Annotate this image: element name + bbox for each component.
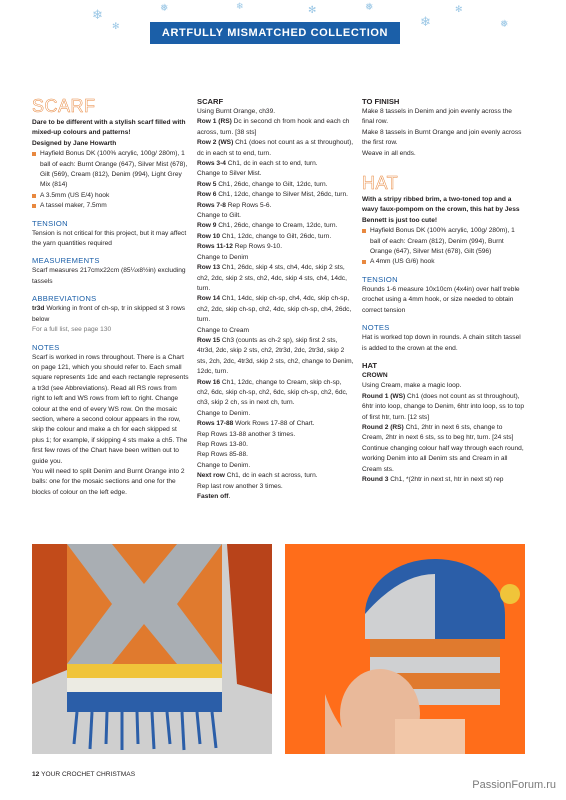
scarf-tension-heading: TENSION [32,218,68,228]
row-text: Ch1, 2htr in next 6 sts, change to Cream, 2htr in next 6 sts, ss to beg htr, turn. [24 sts] [362,423,514,442]
snowflake-icon: ❄ [92,7,103,22]
row-label: Fasten off [197,493,229,501]
row-text: Ch1, 26dc, skip 4 sts, ch4, 4dc, skip 2 sts, ch2, 2dc, skip 2 sts, ch2, 4dc, skip 4 sts, ch4, 14dc, turn. [197,264,347,292]
row-text: Change to Denim. [197,461,251,469]
scarf-notes-p2: You will need to split Denim and Burnt Orange into 2 balls: one for the mosaic sections and one for the blocks of colour on the left edge. [32,467,185,496]
row-label: Rows 7-8 [197,201,226,209]
scarf-tension-text: Tension is not critical for this project, but it may affect the yarn quantities required [32,229,187,248]
pattern-line [197,201,355,211]
hat-tension-heading: TENSION [362,274,398,284]
row-label: Row 6 [197,191,217,199]
scarf-tagline: Dare to be different with a stylish scarf filled with mixed-up colours and patterns! [32,119,186,137]
hat-materials-list [362,226,524,268]
site-watermark: PassionForum.ru [472,779,556,791]
scarf-measurements-text: Scarf measures 217cmx22cm (85¼x8½in) excluding tassels [32,267,186,285]
hat-photo [285,544,525,754]
pattern-line [197,253,355,263]
row-label: Row 2 (WS) [197,139,234,147]
hat-tagline: With a stripy ribbed brim, a two-toned top and a wavy faux-pompom on the crown, this hat by Jess Bennett is just too cute! [362,196,520,224]
row-label: Row 9 [197,222,217,230]
row-text: Change to Gilt. [197,212,241,220]
scarf-pattern-lines [197,107,355,502]
list-item: A 4mm (US G/6) hook [362,257,524,267]
snowflake-icon: ❄ [420,14,431,29]
row-text: Ch1, *(2htr in next st, htr in next st) rep [388,475,504,483]
abbr-definition: Working in front of ch-sp, tr in skipped st 3 rows below [32,305,186,323]
row-label: Row 5 [197,180,217,188]
scarf-title: SCARF [32,96,96,116]
row-label: Row 14 [197,295,221,303]
pattern-line [197,450,355,460]
abbr-note: For a full list, see page 130 [32,326,112,334]
row-text: Ch1, 14dc, skip ch-sp, ch4, 4dc, skip ch-sp, ch2, 2dc, skip ch-sp, ch2, 4dc, skip ch-sp, ch4, 26dc, turn. [197,295,352,324]
publication-name: YOUR CROCHET CHRISTMAS [41,771,136,778]
list-item: A 3.5mm (US E/4) hook [32,191,190,201]
row-label: Row 16 [197,378,221,386]
snowflake-icon: ✻ [112,21,120,31]
pattern-line [197,492,355,502]
pattern-line [362,381,524,391]
row-text: Ch1, 12dc, change to Silver Mist, 26dc, turn. [216,191,348,199]
page-number: 12 [32,771,40,778]
row-label: Row 13 [197,264,221,272]
pattern-line [197,138,355,159]
abbr-term: tr3d [32,305,45,313]
row-text: Rep Rows 13-80. [197,441,248,448]
row-text: Ch1, dc in each st to end, turn. [225,160,318,168]
pattern-line [197,461,355,471]
row-text: Using Burnt Orange, ch39. [197,108,276,115]
pattern-line [197,430,355,440]
pattern-line [197,232,355,242]
row-text: Rep last row another 3 times. [197,482,283,490]
list-item: Hayfield Bonus DK (100% acrylic, 100g/ 280m), 1 ball of each: Cream (812), Denim (994), Burnt Orange (647), Silver Mist (678), Gilt (596) [362,226,524,257]
pattern-line [362,444,524,475]
hat-illustration [285,544,525,754]
hat-pattern-heading: HAT [362,360,378,370]
row-text: Dc in second ch from hook and each ch across, turn. [38 sts] [197,118,350,136]
row-text: Ch1, 26dc, change to Cream, 12dc, turn. [216,222,338,230]
scarf-notes-p1: Scarf is worked in rows throughout. There is a Chart on page 121, which you should refer to. Each small square represents 1dc and each rectangle represents a tr3d (see Abbreviations). Read all RS rows from right to left and WS rows from left to right. Change colour at the end of every WS row. On the mosaic section, where a second colour appears in the row, skip the colour and make a ch for each skipped st plus 1; for example, if skipping 4 sts make a ch5. The first few rows of the Chart have been written out to guide you. [32,353,189,465]
pattern-line [197,294,355,325]
pattern-line [197,482,355,492]
row-label: Rows 17-88 [197,420,234,428]
row-text: Ch1 (does not count as a st throughout), dc in each st to end, turn. [197,139,354,157]
list-item: Hayfield Bonus DK (100% acrylic, 100g/ 280m), 1 ball of each: Burnt Orange (647), Silver Mist (678), Gilt (569), Cream (812), Denim (994), Light Grey Mix (814) [32,149,190,191]
scarf-pattern-column [197,96,355,502]
pattern-line [197,263,355,294]
row-label: Row 15 [197,336,221,344]
row-text: Change to Denim [197,253,249,261]
pattern-line [197,440,355,450]
row-text: Change to Denim. [197,409,251,417]
list-item: A tassel maker, 7.5mm [32,201,190,211]
hat-pattern-lines [362,381,524,485]
row-text: Ch1, 12dc, change to Gilt, 26dc, turn. [220,232,332,240]
snowflake-icon: ❅ [500,19,509,30]
row-label: Rows 11-12 [197,243,233,251]
finish-heading: TO FINISH [362,97,400,106]
scarf-abbreviations-heading: ABBREVIATIONS [32,294,97,304]
hat-title: HAT [362,173,399,194]
row-label: Round 3 [362,475,389,483]
pattern-line [197,242,355,252]
row-label: Row 10 [197,232,221,240]
row-label: Rows 3-4 [197,160,226,168]
row-text: Ch3 (counts as ch-2 sp), skip first 2 sts, 4tr3d, 2dc, skip 2 sts, ch2, 2tr3d, 2dc, 2tr3d, skip 2 sts, 2ch, 2dc, 4tr3d, skip 2 sts, ch2, change to Denim, 12dc, turn. [197,336,354,376]
finish-line: Make 8 tassels in Burnt Orange and join evenly across the first row. [362,128,522,147]
row-text: Change to Cream [197,326,250,334]
pattern-line [197,221,355,231]
hat-notes-heading: NOTES [362,323,390,333]
pattern-line [197,169,355,179]
row-text: Ch1 (does not count as st throughout), 6htr into loop, change to Denim, 6htr into loop, ss to top of first htr, turn. [12 sts] [362,392,525,421]
scarf-measurements-heading: MEASUREMENTS [32,256,100,266]
crown-subheading: CROWN [362,371,388,379]
pattern-line [197,419,355,429]
scarf-pattern-heading: SCARF [197,97,224,106]
scarf-designer: Designed by Jane Howarth [32,139,117,147]
row-label: Row 1 (RS) [197,118,232,126]
row-text: Change to Silver Mist. [197,170,262,178]
scarf-abbreviation [32,304,190,325]
row-text: Ch1, dc in each st across, turn. [224,472,318,480]
snowflake-icon: ❄ [236,1,244,11]
pattern-line [362,423,524,444]
section-banner: ARTFULLY MISMATCHED COLLECTION [150,22,400,44]
snowflake-icon: ✻ [455,4,463,14]
row-text: Using Cream, make a magic loop. [362,382,462,390]
row-text: Rep Rows 9-10. [232,243,283,251]
snowflake-icon: ✻ [308,5,317,16]
snowflake-icon: ❅ [160,3,169,14]
row-text: Rep Rows 85-88. [197,451,248,459]
row-label: Round 1 (WS) [362,392,406,400]
finish-line: Weave in all ends. [362,149,416,157]
pattern-line [197,180,355,190]
row-label: Round 2 (RS) [362,423,404,431]
pattern-line [197,409,355,419]
pattern-line [362,475,524,485]
snowflake-icon: ❅ [365,2,374,13]
pattern-line [362,392,524,423]
row-text: Ch1, 12dc, change to Cream, skip ch-sp, ch2, 6dc, skip ch-sp, ch2, 6dc, skip ch-sp, ch2, 6dc, ch3, skip 2 ch, ss in next ch, turn. [197,378,348,407]
hat-notes-text: Hat is worked top down in rounds. A chain stitch tassel is added to the crown at the end. [362,334,521,352]
pattern-line [197,471,355,481]
pattern-line [197,107,355,117]
scarf-intro-column [32,96,190,498]
pattern-line [197,190,355,200]
scarf-materials-list [32,149,190,211]
scarf-photo [32,544,272,754]
row-text: Work Rows 17-88 of Chart. [233,420,315,428]
pattern-line [197,211,355,221]
pattern-line [197,117,355,138]
row-text: Rep Rows 5-6. [225,201,272,209]
pattern-line [197,336,355,378]
page-footer [32,771,135,778]
row-text: Continue changing colour half way through each round, working Denim into all Denim sts and Cream in all Cream sts. [362,444,524,473]
pattern-line [197,159,355,169]
row-text: Ch1, 26dc, change to Gilt, 12dc, turn. [216,180,328,188]
row-text: Rep Rows 13-88 another 3 times. [197,430,296,438]
finish-line: Make 8 tassels in Denim and join evenly across the final row. [362,108,512,126]
row-label: Next row [197,472,225,480]
scarf-notes-heading: NOTES [32,342,60,352]
scarf-illustration [32,544,272,754]
finish-hat-column [362,96,524,485]
row-text: . [228,493,231,501]
pattern-line [197,326,355,336]
hat-tension-text: Rounds 1-6 measure 10x10cm (4x4in) over half treble crochet using a 4mm hook, or size needed to obtain correct tension [362,285,520,314]
pattern-line [197,378,355,409]
